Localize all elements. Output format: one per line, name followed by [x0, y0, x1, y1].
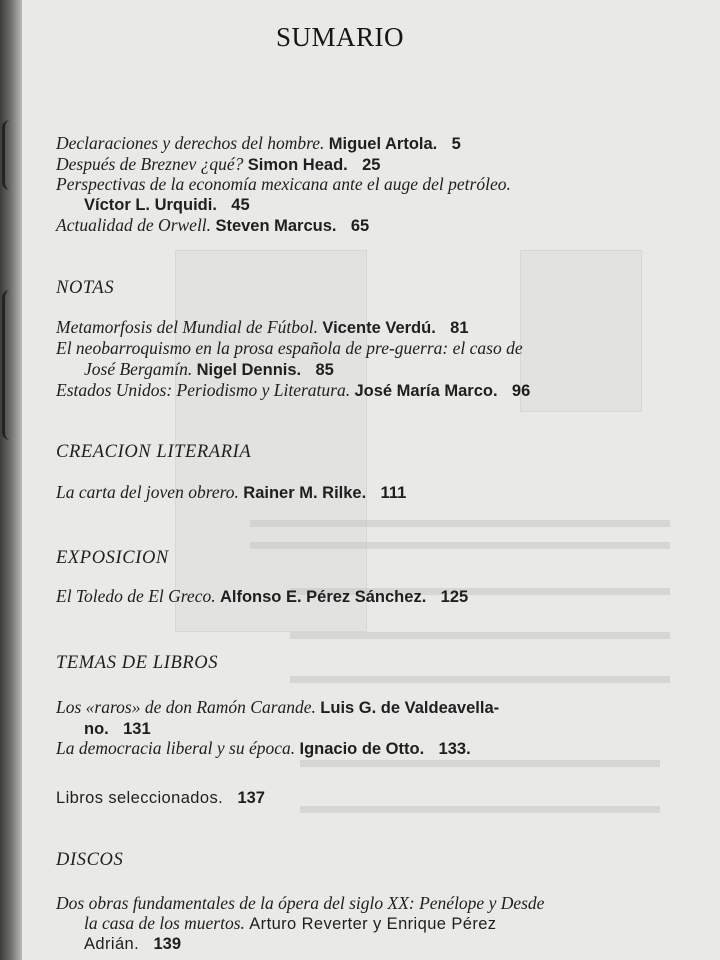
toc-entry	[56, 317, 656, 338]
entry-title: Declaraciones y derechos del hombre.	[56, 133, 325, 153]
entry-author: Rainer M. Rilke.	[243, 484, 367, 502]
entry-title: Perspectivas de la economía mexicana ante el auge del petróleo.	[56, 174, 511, 194]
entry-title: la casa de los muertos.	[84, 913, 245, 933]
toc-entry	[56, 174, 656, 194]
entry-title: Metamorfosis del Mundial de Fútbol.	[56, 317, 318, 337]
entry-author: Arturo Reverter y Enrique Pérez	[249, 915, 497, 933]
entry-page: 137	[237, 789, 265, 807]
entry-page: 133.	[438, 740, 471, 758]
entry-page: 85	[315, 361, 334, 379]
toc-entry	[56, 215, 656, 236]
entry-title: El Toledo de El Greco.	[56, 586, 216, 606]
entry-author: Luis G. de Valdeavella-	[320, 699, 500, 717]
section-heading-notas: NOTAS	[56, 278, 115, 298]
entry-page: 111	[380, 484, 407, 502]
entry-page: 45	[231, 196, 250, 214]
entry-page: 25	[362, 156, 381, 174]
entry-title: José Bergamín.	[84, 359, 193, 379]
entry-page: 96	[511, 382, 531, 400]
entry-page: 65	[350, 217, 370, 235]
entry-title: La carta del joven obrero.	[56, 482, 239, 502]
toc-entry	[56, 154, 656, 175]
entry-author: Vicente Verdú.	[322, 319, 436, 337]
toc-entry	[56, 697, 656, 718]
toc-entry	[56, 787, 656, 808]
entry-author: Alfonso E. Pérez Sánchez.	[219, 588, 427, 606]
section-heading-creacion-literaria: CREACION LITERARIA	[56, 442, 252, 462]
entry-author: José María Marco.	[354, 382, 498, 400]
toc-entry-continuation	[56, 913, 684, 934]
entry-page: 139	[153, 935, 181, 953]
toc-entry	[56, 133, 656, 154]
page-title: SUMARIO	[275, 22, 405, 52]
toc-entry-continuation	[56, 718, 684, 739]
toc-entry	[56, 738, 656, 759]
toc-entry	[56, 380, 656, 401]
entry-title: Dos obras fundamentales de la ópera del siglo XX: Penélope y Desde	[56, 893, 545, 913]
toc-entry-continuation	[56, 933, 684, 954]
entry-title: El neobarroquismo en la prosa española de pre-guerra: el caso de	[56, 338, 523, 358]
entry-author: Miguel Artola.	[328, 135, 438, 153]
entry-author: Víctor L. Urquidi.	[84, 196, 217, 214]
section-heading-exposicion: EXPOSICION	[56, 548, 169, 568]
entry-author: Ignacio de Otto.	[299, 740, 425, 758]
entry-author: Adrián.	[84, 935, 140, 953]
entry-page: 131	[123, 720, 151, 738]
toc-entry	[56, 338, 656, 358]
entry-author: no.	[84, 720, 109, 738]
entry-page: 125	[440, 588, 469, 606]
entry-title: Libros seleccionados.	[56, 789, 224, 807]
section-heading-temas-de-libros: TEMAS DE LIBROS	[56, 653, 219, 673]
toc-entry	[56, 482, 656, 503]
entry-author: Simon Head.	[247, 156, 348, 174]
toc-entry	[56, 893, 656, 913]
entry-author: Steven Marcus.	[215, 217, 337, 235]
entry-title: Después de Breznev ¿qué?	[56, 154, 244, 174]
entry-title: La democracia liberal y su época.	[56, 738, 296, 758]
entry-title: Los «raros» de don Ramón Carande.	[56, 697, 316, 717]
entry-page: 5	[451, 135, 461, 153]
toc-entry	[56, 586, 656, 607]
entry-page: 81	[450, 319, 469, 337]
entry-title: Actualidad de Orwell.	[56, 215, 212, 235]
entry-title: Estados Unidos: Periodismo y Literatura.	[56, 380, 351, 400]
section-heading-discos: DISCOS	[56, 850, 124, 870]
toc-entry-continuation	[56, 359, 684, 380]
toc-entry-continuation	[56, 194, 684, 215]
entry-author: Nigel Dennis.	[196, 361, 302, 379]
